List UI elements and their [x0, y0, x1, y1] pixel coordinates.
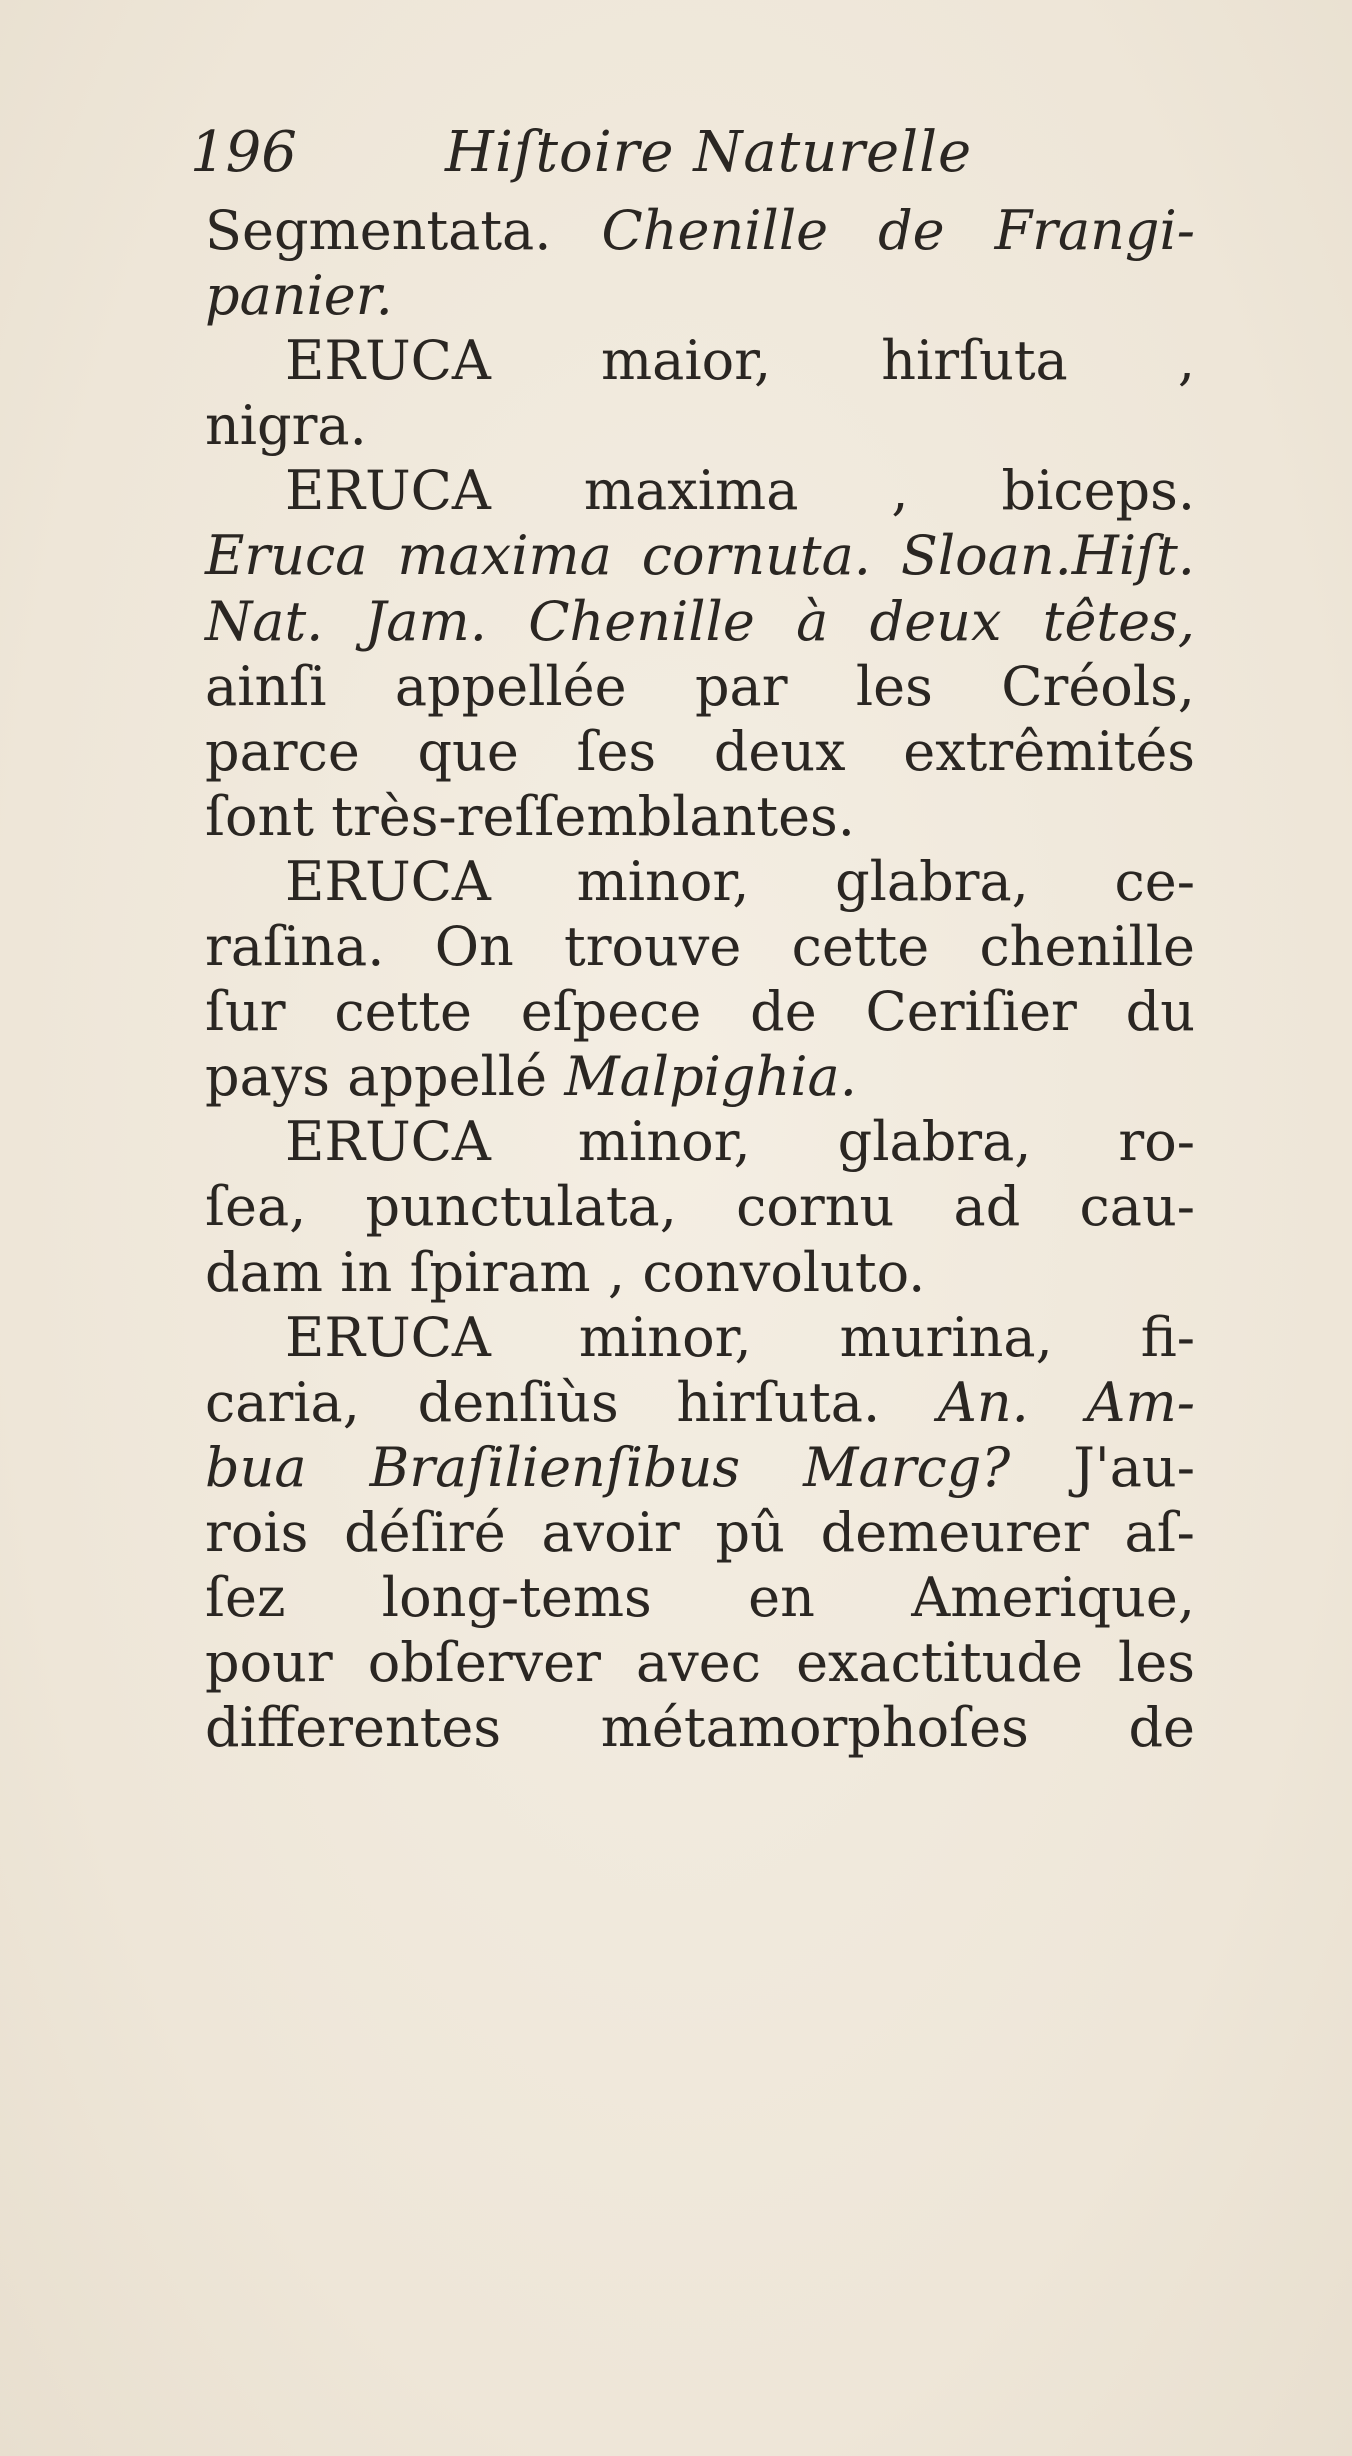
word: raſina. [205, 915, 385, 979]
word: Am- [1086, 1370, 1195, 1434]
word: in [340, 1240, 393, 1304]
word: Segmentata. [205, 199, 552, 262]
word: dam [205, 1240, 323, 1304]
word: aſ- [1124, 1500, 1195, 1564]
page-number: 196 [190, 120, 297, 185]
word: biceps. [1001, 459, 1195, 523]
running-head [190, 118, 1190, 188]
word: glabra, [835, 849, 1029, 913]
body-text [205, 198, 1195, 1760]
word: maxima [397, 524, 612, 588]
word: eſpece [520, 980, 702, 1044]
text-line [205, 1565, 1195, 1630]
text-line [205, 1500, 1195, 1565]
word: minor, [577, 1110, 751, 1174]
word: Sloan.Hiſt. [900, 524, 1195, 588]
word: minor, [576, 849, 750, 913]
word: ſea, [205, 1175, 307, 1239]
word: punctulata, [365, 1175, 677, 1239]
word: têtes, [1042, 589, 1195, 653]
word: long-tems [381, 1565, 652, 1629]
text-line [205, 263, 1195, 328]
text-line [205, 393, 1195, 458]
running-title: Hiſtoire Naturelle [445, 120, 973, 185]
word: métamorphoſes [600, 1696, 1029, 1760]
text-line [205, 1370, 1195, 1435]
word: ſont [205, 784, 314, 848]
word: ſur [205, 980, 286, 1044]
word: J'au- [1073, 1435, 1195, 1499]
word: Nat. [205, 589, 324, 653]
word: Malpighia. [564, 1045, 857, 1109]
word: convoluto. [642, 1240, 926, 1304]
word: Amerique, [911, 1565, 1195, 1629]
word: appellée [394, 654, 627, 718]
word: Eruca [205, 524, 368, 588]
word: Créols, [1001, 654, 1195, 718]
word: pû [715, 1500, 785, 1564]
word: panier. [205, 264, 393, 328]
word: demeurer [820, 1500, 1089, 1564]
word: du [1125, 980, 1195, 1044]
word: differentes [205, 1696, 502, 1760]
word: de [878, 199, 945, 262]
word: ce- [1114, 849, 1195, 913]
word: Chenille [528, 589, 755, 653]
word: On [434, 915, 514, 979]
word: murina, [839, 1305, 1053, 1369]
word: les [855, 654, 933, 718]
word: deux [713, 719, 846, 783]
word: de [1128, 1696, 1195, 1760]
word: parce [205, 719, 360, 783]
word: ERUCA [285, 849, 491, 913]
word: An. [937, 1370, 1029, 1434]
text-line [205, 979, 1195, 1044]
word: ſpiram [409, 1240, 591, 1304]
word: obſerver [367, 1631, 601, 1695]
word: Chenille [601, 199, 829, 262]
word: deux [869, 589, 1002, 653]
word: rois [205, 1500, 309, 1564]
text-line [205, 589, 1195, 654]
word: ainſi [205, 654, 327, 718]
word: denſiùs [417, 1370, 619, 1434]
text-line [205, 523, 1195, 588]
text-line [205, 1695, 1195, 1760]
word: que [417, 719, 519, 783]
word: extrêmités [903, 719, 1195, 783]
word: hirſuta [881, 329, 1068, 393]
text-line [205, 784, 1195, 849]
word: ſes [576, 719, 657, 783]
word: cette [334, 980, 472, 1044]
text-line [205, 328, 1195, 393]
word: cornuta. [641, 524, 871, 588]
word: Ceriſier [865, 980, 1077, 1044]
word: Frangi- [994, 199, 1195, 262]
text-line [205, 1240, 1195, 1305]
word: , [891, 459, 909, 523]
word: fi- [1140, 1305, 1195, 1369]
word: ERUCA [285, 1305, 491, 1369]
word: glabra, [837, 1110, 1032, 1174]
word: de [750, 980, 817, 1044]
word: bua [205, 1435, 307, 1499]
text-line [205, 914, 1195, 979]
word: ERUCA [285, 1110, 491, 1174]
word: pour [205, 1631, 333, 1695]
word: les [1118, 1631, 1195, 1695]
word: Marcg? [803, 1435, 1011, 1499]
word: , [1177, 329, 1195, 393]
word: à [796, 589, 829, 653]
word: par [694, 654, 788, 718]
word: minor, [578, 1305, 752, 1369]
text-line [205, 458, 1195, 523]
word: ERUCA [285, 459, 491, 523]
word: hirſuta. [676, 1370, 881, 1434]
text-line [205, 198, 1195, 263]
word: nigra. [205, 394, 367, 458]
word: pays [205, 1045, 330, 1109]
word: Jam. [364, 589, 487, 653]
word: ERUCA [285, 329, 491, 393]
word: appellé [347, 1045, 548, 1109]
word: caria, [205, 1370, 360, 1434]
word: ſez [205, 1565, 286, 1629]
word: cornu [736, 1175, 895, 1239]
text-line [205, 1630, 1195, 1695]
word: en [748, 1565, 815, 1629]
word: déſiré [344, 1500, 506, 1564]
text-line [205, 1044, 1195, 1109]
word: maxima [583, 459, 799, 523]
word: maior, [600, 329, 772, 393]
text-line [205, 1109, 1195, 1174]
word: cau- [1079, 1175, 1195, 1239]
text-line [205, 849, 1195, 914]
text-line [205, 719, 1195, 784]
word: exactitude [796, 1631, 1083, 1695]
word: Braſilienſibus [369, 1435, 741, 1499]
word: très-reſſemblantes. [331, 784, 855, 848]
word: avoir [541, 1500, 680, 1564]
word: ad [953, 1175, 1021, 1239]
text-line [205, 1174, 1195, 1239]
text-line [205, 1435, 1195, 1500]
word: , [607, 1240, 626, 1304]
word: trouve [564, 915, 742, 979]
word: ro- [1118, 1110, 1195, 1174]
text-line [205, 654, 1195, 719]
word: chenille [979, 915, 1195, 979]
word: avec [636, 1631, 761, 1695]
text-line [205, 1305, 1195, 1370]
word: cette [791, 915, 930, 979]
